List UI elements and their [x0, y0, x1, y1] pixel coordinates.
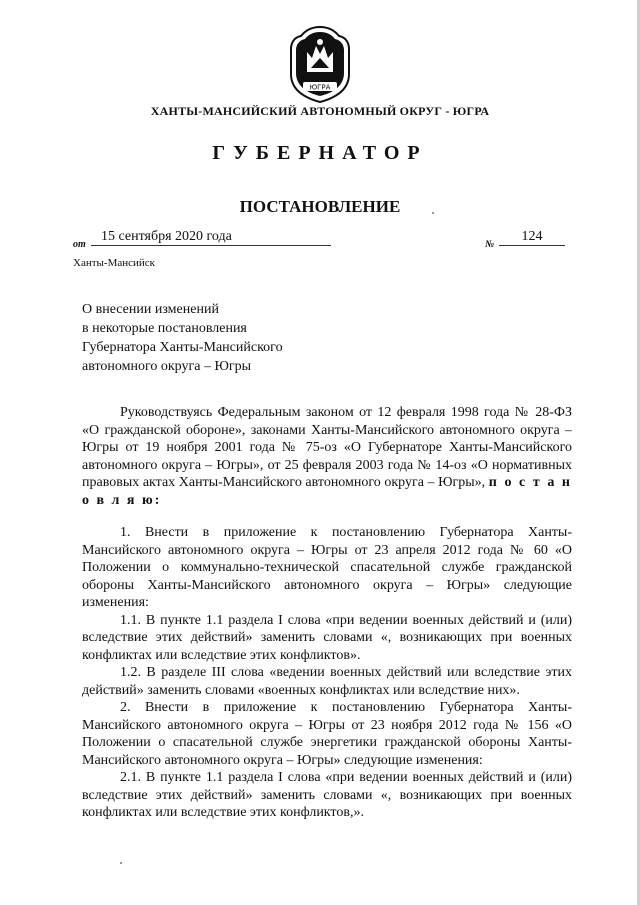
- city-label: Ханты-Мансийск: [73, 257, 156, 269]
- emblem-label: ЮГРА: [309, 83, 331, 92]
- decree-date: 15 сентября 2020 года: [91, 229, 331, 246]
- scan-speck: [120, 862, 122, 864]
- preamble-text: Руководствуясь Федеральным законом от 12 февраля 1998 года № 28-ФЗ «О гражданской обороне», законами Ханты-Мансийского автономного округа – Югры от 19 ноября 2001 года № 75-оз «О Губернаторе Ханты-Мансийского автономного округа – Югры», от 25 февраля 2003 года № 14-оз «О нормативных правовых актах Ханты-Мансийского автономного округа – Югры»,: [82, 405, 572, 490]
- decree-verb: п о с т а н о в л я ю:: [82, 475, 572, 508]
- number-prefix: №: [485, 239, 495, 250]
- date-prefix: от: [73, 239, 86, 250]
- item-paragraph: 2.1. В пункте 1.1 раздела I слова «при ведении военных действий и (или) вследствие этих действий» заменить словами «, возникающих при военных конфликтах или вследствие этих конфликтов,».: [82, 770, 572, 820]
- coat-of-arms-icon: [285, 24, 355, 104]
- decree-items: [82, 524, 572, 822]
- item-paragraph: 1.1. В пункте 1.1 раздела I слова «при ведении военных действий и (или) вследствие этих действий» заменить словами «, возникающих при военных конфликтах или вследствие этих конфликтов».: [82, 612, 572, 663]
- subject-line: Губернатора Ханты-Мансийского: [82, 340, 283, 355]
- item-paragraph: 1.2. В разделе III слова «ведении военных действий или вследствие этих действий» заменить словами «военных конфликтах или вследствие них».: [82, 665, 572, 698]
- preamble-block: [82, 404, 572, 509]
- scan-speck: [432, 212, 434, 214]
- subject-line: автономного округа – Югры: [82, 359, 251, 374]
- subject-line: О внесении изменений: [82, 302, 219, 317]
- region-title: ХАНТЫ-МАНСИЙСКИЙ АВТОНОМНЫЙ ОКРУГ - ЮГРА: [150, 104, 490, 118]
- date-number-row: [73, 229, 568, 253]
- item-paragraph: 1. Внести в приложение к постановлению Губернатора Ханты-Мансийского автономного округа – Югры от 23 апреля 2012 года № 60 «О Положении о коммунально-технической спасательной службе гражданской обороны Ханты-Мансийского автономного округа – Югры» следующие изменения:: [82, 525, 572, 610]
- item-paragraph: 2. Внести в приложение к постановлению Губернатора Ханты-Мансийского автономного округа – Югры от 23 ноября 2012 года № 156 «О Положении о спасательной службе энергетики гражданской обороны Ханты-Мансийского автономного округа – Югры» следующие изменения:: [82, 700, 572, 768]
- decree-title: ПОСТАНОВЛЕНИЕ: [239, 197, 401, 216]
- decree-number: 124: [499, 229, 565, 246]
- subject-line: в некоторые постановления: [82, 321, 247, 336]
- governor-title: ГУБЕРНАТОР: [212, 142, 428, 164]
- decree-subject: [82, 300, 283, 376]
- preamble-paragraph: [82, 404, 572, 509]
